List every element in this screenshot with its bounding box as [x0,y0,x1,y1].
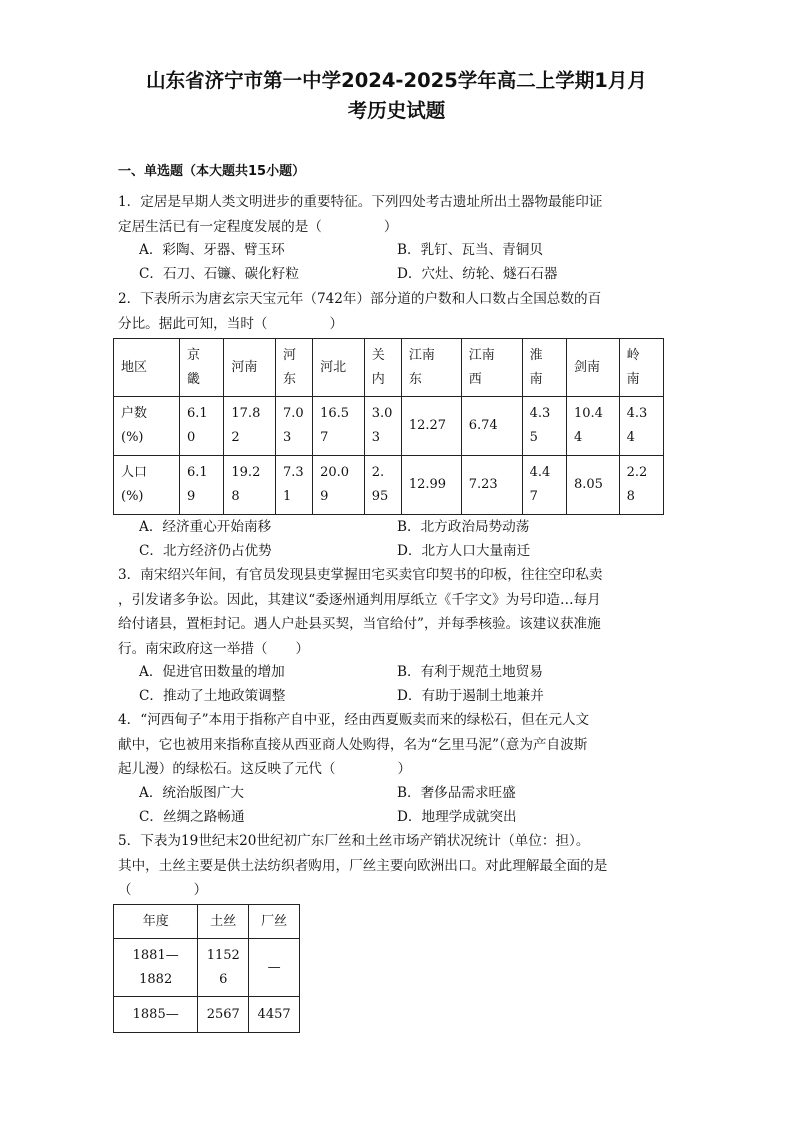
population-table-cell: 8.05 [566,456,619,515]
q1-option-d: D．穴灶、纺轮、燧石石器 [397,266,558,282]
q2-option-b: B．北方政治局势动荡 [397,519,530,535]
population-table-header-cell: 江南 西 [461,339,522,397]
population-table-cell: 3.0 3 [364,397,401,456]
population-table-cell: 19.2 8 [224,456,276,515]
q3-line-3: 给付诸县，置柜封记。遇人户赴县买契，当官给付”，并每季核验。该建议获准施 [118,616,601,632]
population-table-cell: 4.3 4 [619,397,663,456]
population-table-cell: 2. 95 [364,456,401,515]
q1-stem-line-1: 1．定居是早期人类文明进步的重要特征。下列四处考古遗址所出土器物最能印证 [118,194,603,210]
silk-table-header-row [114,905,300,939]
q2-option-a: A．经济重心开始南移 [139,519,272,535]
page-title [90,66,703,126]
q1-option-b: B．乳钉、瓦当、青铜贝 [397,242,543,258]
silk-table-cell: 4457 [249,997,300,1033]
section-heading: 一、单选题（本大题共15小题） [118,164,306,179]
question-5-stem [118,829,680,903]
q4-option-c: C．丝绸之路畅通 [139,809,245,825]
silk-table-header-cell: 厂丝 [249,905,300,939]
population-table-header-cell: 淮 南 [522,339,566,397]
q3-option-b: B．有利于规范土地贸易 [397,664,543,680]
population-table-cell: 6.1 9 [180,456,224,515]
title-line-2: 考历史试题 [347,99,446,122]
silk-table-cell: 1885— [114,997,198,1033]
q3-line-2: ，引发诸多争讼。因此，其建议“委逐州通判用厚纸立《千字文》为号印造…每月 [118,591,601,608]
population-table-cell: 7.0 3 [275,397,312,456]
population-table-header-cell: 岭 南 [619,339,663,397]
q2-option-d: D．北方人口大量南迁 [397,543,531,559]
population-table-header-cell: 河 东 [275,339,312,397]
q1-stem-line-2: 定居生活已有一定程度发展的是（ ） [118,218,398,235]
population-table-cell: 4.4 7 [522,456,566,515]
population-table-row [114,456,664,515]
silk-table-header-cell: 土丝 [198,905,249,939]
silk-table-header-cell: 年度 [114,905,198,939]
question-3-stem [118,563,680,661]
silk-table-cell: 1152 6 [198,939,249,997]
population-table-header-cell: 地区 [114,339,180,397]
silk-table-cell: 2567 [198,997,249,1033]
q1-option-c: C．石刀、石镰、碳化籽粒 [139,266,299,282]
q4-line-2: 献中，它也被用来指称直接从西亚商人处购得，名为“乞里马泥”（意为产自波斯 [118,736,588,753]
silk-table [113,904,300,1033]
population-table-header-cell: 剑南 [566,339,619,397]
population-table-cell: 20.0 9 [313,456,365,515]
q5-line-2: 其中，土丝主要是供土法纺织者购用，厂丝主要向欧洲出口。对此理解最全面的是 [118,857,608,874]
population-table-row [114,397,664,456]
q3-option-a: A．促进官田数量的增加 [139,664,285,680]
question-1-stem [118,190,678,239]
population-table-header-cell: 京 畿 [180,339,224,397]
population-table-header-row [114,339,664,397]
title-line-1: 山东省济宁市第一中学2024-2025学年高二上学期1月月 [146,69,647,92]
q2-stem-line-1: 2．下表所示为唐玄宗天宝元年（742年）部分道的户数和人口数占全国总数的百 [118,291,602,307]
silk-table-cell: — [249,939,300,997]
population-table-cell: 6.74 [461,397,522,456]
population-table-header-cell: 河北 [313,339,365,397]
population-table-header-cell: 江南 东 [401,339,461,397]
population-table-cell: 户数 (%) [114,397,180,456]
population-table-cell: 2.2 8 [619,456,663,515]
q3-option-c: C．推动了土地政策调整 [139,688,286,704]
q4-option-b: B．奢侈品需求旺盛 [397,785,516,801]
population-table-cell: 人口 (%) [114,456,180,515]
population-table-cell: 12.27 [401,397,461,456]
population-table-cell: 6.1 0 [180,397,224,456]
q4-option-d: D．地理学成就突出 [397,809,517,825]
q1-option-a: A．彩陶、牙器、臂玉环 [139,242,285,258]
population-table-cell: 7.23 [461,456,522,515]
population-table-cell: 4.3 5 [522,397,566,456]
q3-line-4: 行。南宋政府这一举措（ ） [118,640,310,657]
q4-option-a: A．统治版图广大 [139,785,244,801]
population-table-cell: 17.8 2 [224,397,276,456]
population-table-cell: 16.5 7 [313,397,365,456]
q4-line-1: 4．“河西甸子”本用于指称产自中亚，经由西夏贩卖而来的绿松石，但在元人文 [118,712,590,728]
silk-table-cell: 1881— 1882 [114,939,198,997]
population-table-header-cell: 关 内 [364,339,401,397]
silk-table-row [114,939,300,997]
question-2-stem [118,287,678,336]
q2-option-c: C．北方经济仍占优势 [139,543,272,559]
population-table [113,338,664,515]
q3-option-d: D．有助于遏制土地兼并 [397,688,544,704]
population-table-header-cell: 河南 [224,339,276,397]
q5-line-3: （ ） [118,882,208,898]
silk-table-row [114,997,300,1033]
question-4-stem [118,708,680,782]
population-table-cell: 7.3 1 [275,456,312,515]
q3-line-1: 3．南宋绍兴年间，有官员发现县吏掌握田宅买卖官印契书的印板，往往空印私卖 [118,567,603,583]
q4-line-3: 起儿漫）的绿松石。这反映了元代（ ） [118,761,412,777]
population-table-cell: 10.4 4 [566,397,619,456]
population-table-cell: 12.99 [401,456,461,515]
q5-line-1: 5．下表为19世纪末20世纪初广东厂丝和土丝市场产销状况统计（单位：担）。 [118,833,590,849]
q2-stem-line-2: 分比。据此可知，当时（ ） [118,315,344,332]
